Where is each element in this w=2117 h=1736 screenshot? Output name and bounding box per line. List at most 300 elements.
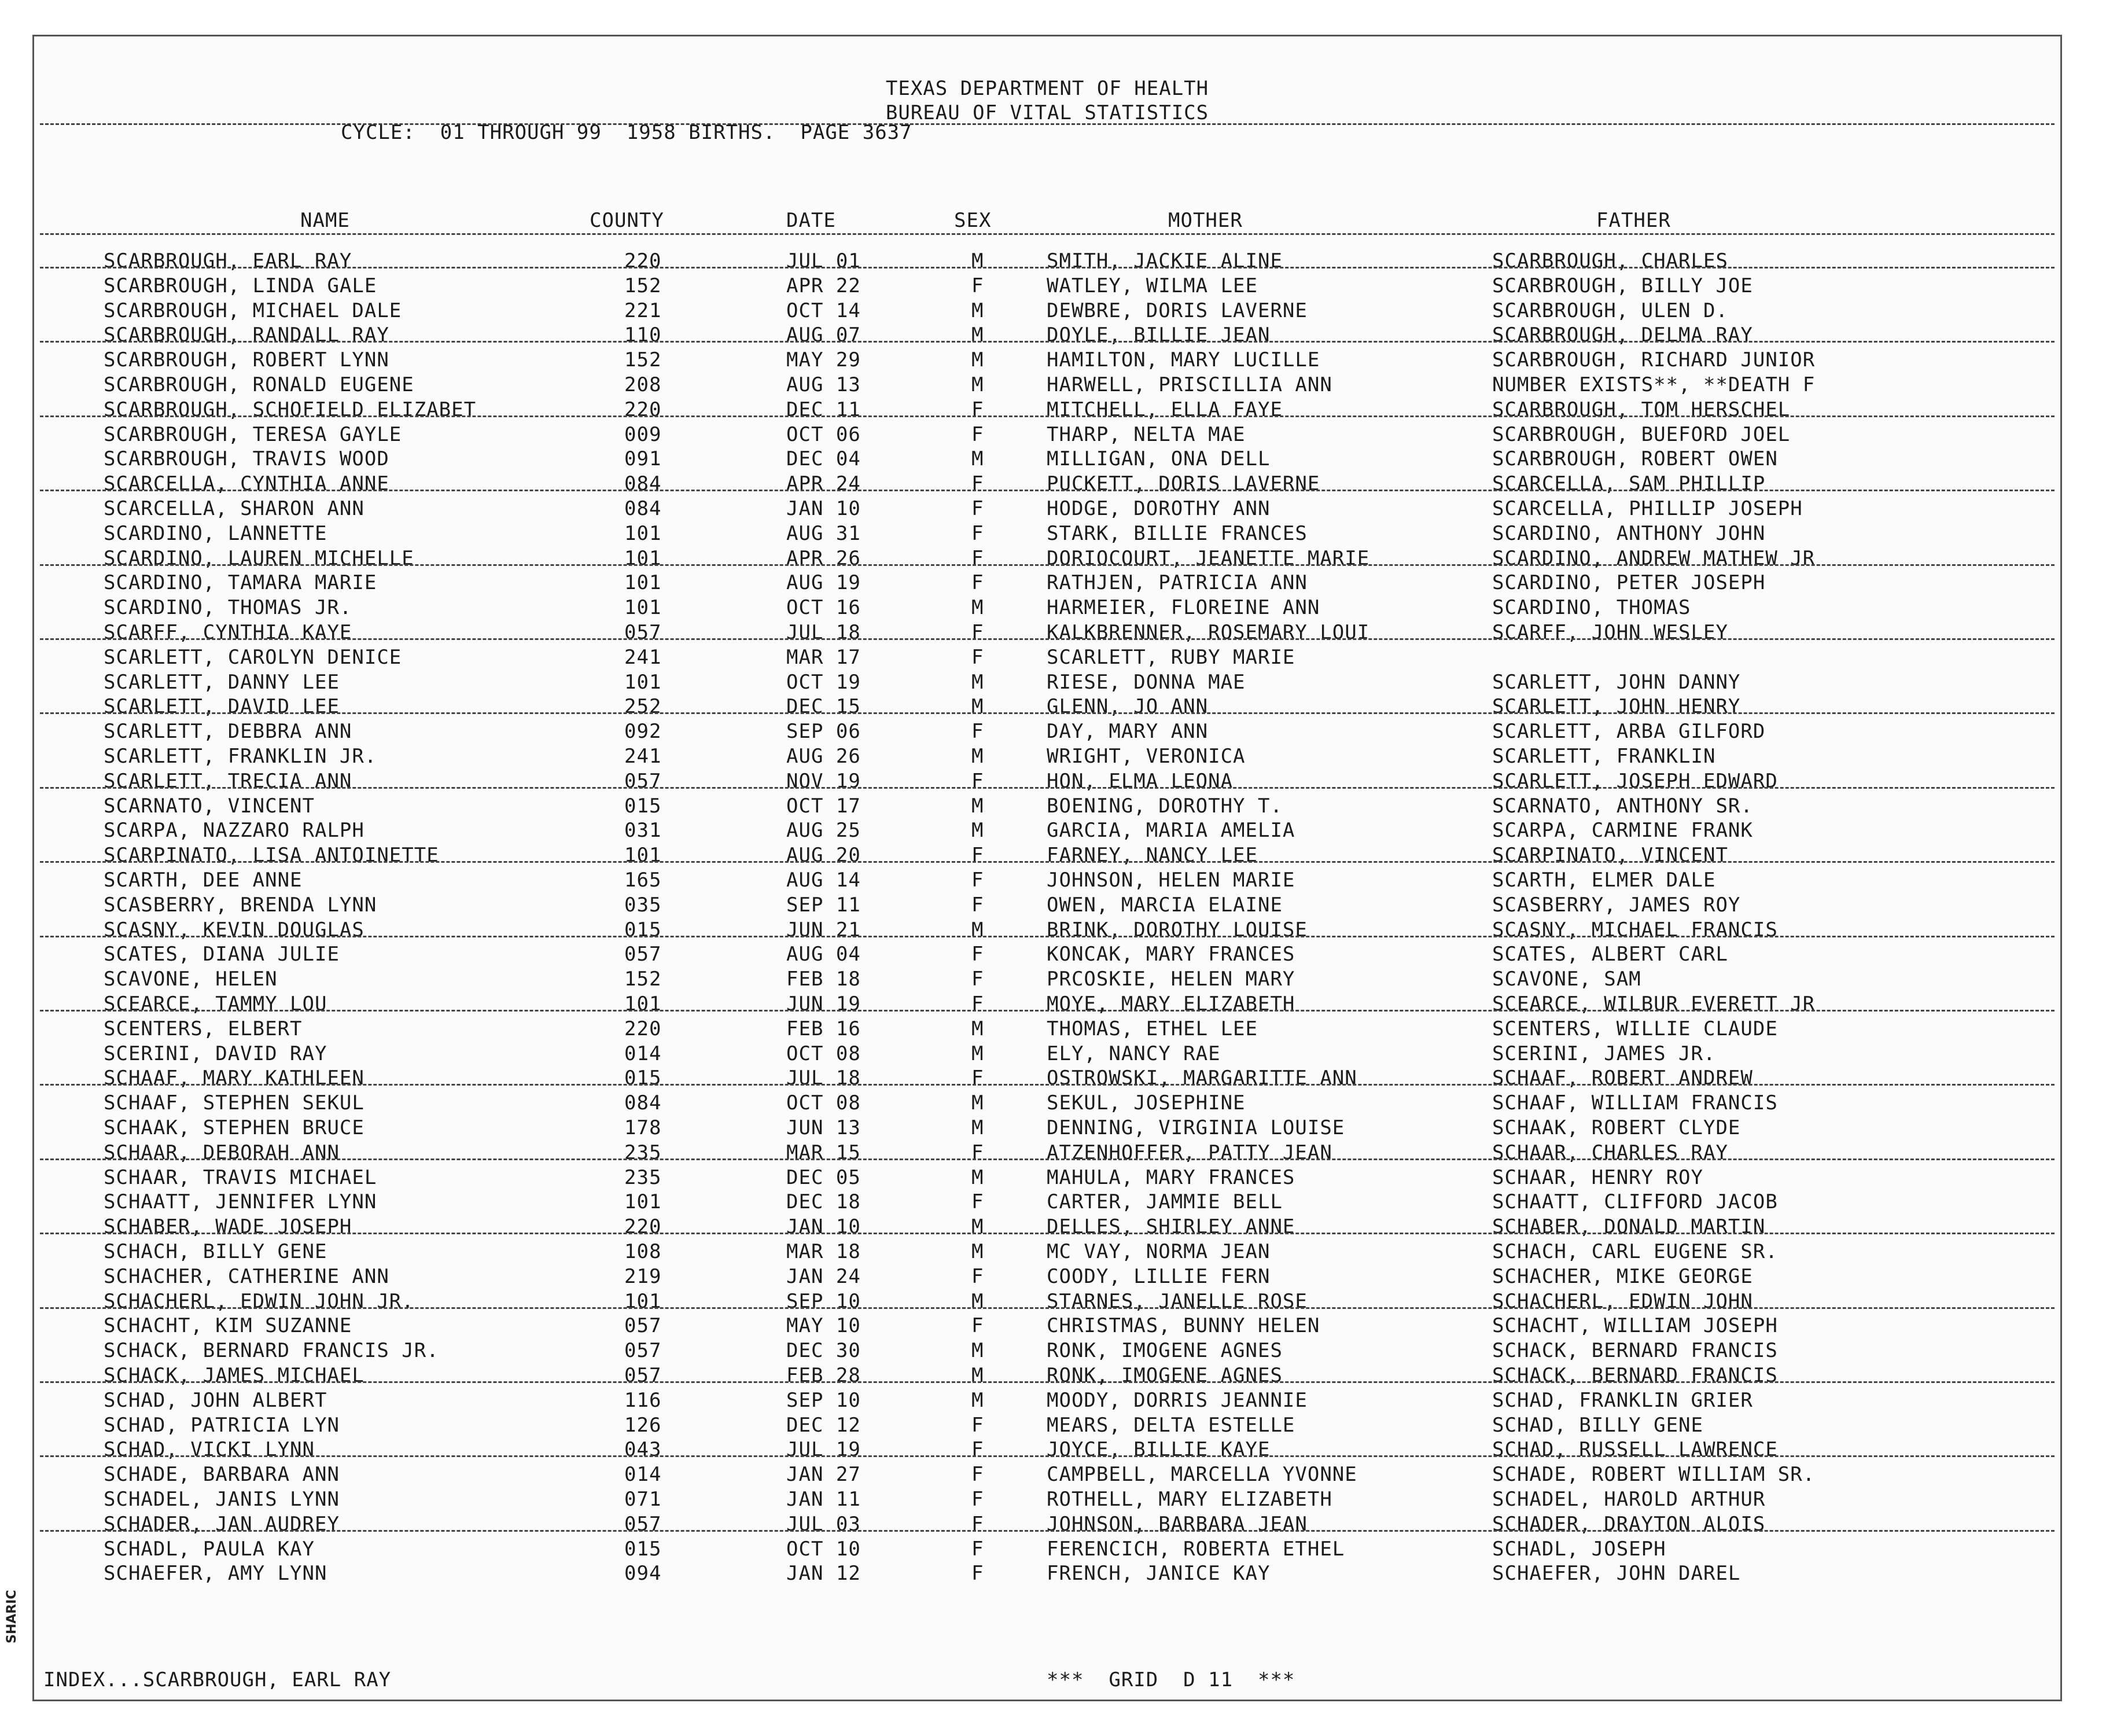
record-name: SCHAATT, JENNIFER LYNN [104, 1190, 377, 1214]
column-header-sex: SEX [954, 209, 992, 232]
record-date: OCT 06 [786, 422, 861, 446]
record-county: 015 [624, 1066, 662, 1090]
record-sex: F [971, 943, 984, 966]
record-sex: M [971, 1215, 984, 1239]
record-sex: F [971, 1463, 984, 1487]
record-name: SCARBROUGH, EARL RAY [104, 249, 352, 273]
record-sex: F [971, 546, 984, 570]
record-father: SCHACH, CARL EUGENE SR. [1492, 1240, 1778, 1263]
row-separator [40, 712, 2055, 714]
record-father: SCARDINO, ANTHONY JOHN [1492, 521, 1766, 545]
record-sex: F [971, 274, 984, 297]
record-mother: GLENN, JO ANN [1047, 695, 1209, 719]
record-name: SCHAAK, STEPHEN BRUCE [104, 1116, 365, 1139]
record-date: JUL 01 [786, 249, 861, 273]
record-father: SCARLETT, JOSEPH EDWARD [1492, 769, 1778, 793]
record-father: SCHACHER, MIKE GEORGE [1492, 1264, 1753, 1288]
record-row [34, 522, 2060, 546]
record-row [34, 1240, 2060, 1264]
record-county: 084 [624, 472, 662, 496]
record-name: SCARBROUGH, ROBERT LYNN [104, 348, 389, 372]
record-date: OCT 16 [786, 596, 861, 620]
record-name: SCENTERS, ELBERT [104, 1017, 303, 1040]
record-county: 110 [624, 323, 662, 347]
record-row [34, 918, 2060, 943]
record-county: 220 [624, 1215, 662, 1239]
record-county: 152 [624, 348, 662, 372]
record-county: 014 [624, 1042, 662, 1065]
record-county: 220 [624, 398, 662, 421]
record-date: AUG 31 [786, 521, 861, 545]
record-name: SCHAD, PATRICIA LYN [104, 1413, 340, 1437]
record-name: SCHAEFER, AMY LYNN [104, 1562, 327, 1586]
record-name: SCARBROUGH, RANDALL RAY [104, 323, 389, 347]
record-row [34, 249, 2060, 274]
record-mother: OWEN, MARCIA ELAINE [1047, 893, 1283, 917]
record-sex: F [971, 422, 984, 446]
row-separator [40, 1530, 2055, 1532]
record-date: APR 24 [786, 472, 861, 496]
record-date: NOV 19 [786, 769, 861, 793]
record-sex: M [971, 1091, 984, 1115]
record-father: SCHADEL, HAROLD ARTHUR [1492, 1488, 1766, 1511]
record-sex: M [971, 1042, 984, 1065]
record-row [34, 1314, 2060, 1338]
record-row [34, 992, 2060, 1017]
record-father: SCHAAR, HENRY ROY [1492, 1165, 1703, 1189]
record-sex: M [971, 745, 984, 768]
record-sex: F [971, 497, 984, 520]
record-mother: ROTHELL, MARY ELIZABETH [1047, 1488, 1332, 1511]
record-father: SCAVONE, SAM [1492, 968, 1641, 991]
record-name: SCERINI, DAVID RAY [104, 1042, 327, 1065]
record-row [34, 1091, 2060, 1116]
record-name: SCARLETT, TRECIA ANN [104, 769, 352, 793]
record-father: SCARBROUGH, CHARLES [1492, 249, 1728, 273]
record-row [34, 423, 2060, 447]
header-bureau: BUREAU OF VITAL STATISTICS [885, 101, 1209, 124]
document-sheet [32, 35, 2062, 1701]
record-mother: DOYLE, BILLIE JEAN [1047, 323, 1271, 347]
record-mother: DORIOCOURT, JEANETTE MARIE [1047, 546, 1370, 570]
row-separator [40, 787, 2055, 789]
record-father: SCARLETT, JOHN DANNY [1492, 670, 1741, 694]
record-sex: F [971, 1066, 984, 1090]
record-county: 208 [624, 373, 662, 396]
record-name: SCHACK, BERNARD FRANCIS JR. [104, 1339, 439, 1363]
record-date: MAR 17 [786, 645, 861, 669]
record-mother: BRINK, DOROTHY LOUISE [1047, 918, 1308, 941]
record-county: 101 [624, 670, 662, 694]
record-name: SCARBROUGH, TERESA GAYLE [104, 422, 402, 446]
record-name: SCARPA, NAZZARO RALPH [104, 819, 365, 843]
record-name: SCHACH, BILLY GENE [104, 1240, 327, 1263]
record-sex: M [971, 1116, 984, 1139]
record-name: SCHADER, JAN AUDREY [104, 1512, 340, 1536]
record-mother: THOMAS, ETHEL LEE [1047, 1017, 1258, 1040]
record-county: 094 [624, 1562, 662, 1586]
record-father: SCHAAR, CHARLES RAY [1492, 1141, 1728, 1164]
record-row [34, 571, 2060, 595]
record-sex: F [971, 769, 984, 793]
record-name: SCARDINO, TAMARA MARIE [104, 571, 377, 595]
record-county: 101 [624, 546, 662, 570]
row-separator [40, 267, 2055, 269]
record-county: 057 [624, 1314, 662, 1338]
record-mother: ELY, NANCY RAE [1047, 1042, 1221, 1065]
record-row [34, 1513, 2060, 1537]
record-sex: F [971, 472, 984, 496]
record-mother: MEARS, DELTA ESTELLE [1047, 1413, 1295, 1437]
record-date: MAR 18 [786, 1240, 861, 1263]
record-father: SCARPA, CARMINE FRANK [1492, 819, 1753, 843]
record-date: JUL 18 [786, 621, 861, 644]
record-father: SCARBROUGH, ULEN D. [1492, 299, 1728, 322]
record-date: DEC 12 [786, 1413, 861, 1437]
record-mother: MC VAY, NORMA JEAN [1047, 1240, 1271, 1263]
record-name: SCARDINO, LAUREN MICHELLE [104, 546, 414, 570]
record-father: SCHACK, BERNARD FRANCIS [1492, 1339, 1778, 1363]
record-father: SCEARCE, WILBUR EVERETT JR [1492, 992, 1816, 1016]
record-row [34, 720, 2060, 744]
record-row [34, 1042, 2060, 1066]
footer-index: INDEX...SCARBROUGH, EARL RAY [43, 1668, 392, 1691]
record-father: SCATES, ALBERT CARL [1492, 943, 1728, 966]
record-row [34, 472, 2060, 496]
record-row [34, 621, 2060, 645]
record-father: SCHADE, ROBERT WILLIAM SR. [1492, 1463, 1816, 1487]
record-row [34, 299, 2060, 323]
record-sex: F [971, 621, 984, 644]
record-sex: F [971, 571, 984, 595]
record-father: SCASNY, MICHAEL FRANCIS [1492, 918, 1778, 941]
record-row [34, 695, 2060, 719]
record-county: 252 [624, 695, 662, 719]
record-name: SCHACHT, KIM SUZANNE [104, 1314, 352, 1338]
record-sex: F [971, 720, 984, 744]
record-mother: CAMPBELL, MARCELLA YVONNE [1047, 1463, 1357, 1487]
record-row [34, 1290, 2060, 1314]
record-county: 084 [624, 497, 662, 520]
row-separator [40, 1010, 2055, 1012]
record-row [34, 869, 2060, 893]
record-county: 235 [624, 1141, 662, 1164]
record-mother: PUCKETT, DORIS LAVERNE [1047, 472, 1320, 496]
row-separator [40, 415, 2055, 417]
record-date: JUN 13 [786, 1116, 861, 1139]
record-sex: F [971, 992, 984, 1016]
record-mother: JOHNSON, HELEN MARIE [1047, 869, 1295, 892]
record-sex: M [971, 1165, 984, 1189]
record-date: OCT 19 [786, 670, 861, 694]
record-county: 221 [624, 299, 662, 322]
record-father: SCHAAF, ROBERT ANDREW [1492, 1066, 1753, 1090]
row-separator [40, 1307, 2055, 1309]
record-county: 235 [624, 1165, 662, 1189]
record-county: 101 [624, 1190, 662, 1214]
record-sex: M [971, 249, 984, 273]
record-sex: M [971, 1289, 984, 1313]
record-father: SCARDINO, ANDREW MATHEW JR [1492, 546, 1816, 570]
record-county: 101 [624, 596, 662, 620]
record-date: JUN 19 [786, 992, 861, 1016]
row-separator [40, 490, 2055, 491]
record-date: OCT 08 [786, 1091, 861, 1115]
record-county: 009 [624, 422, 662, 446]
record-mother: STARK, BILLIE FRANCES [1047, 521, 1308, 545]
record-father: SCARBROUGH, BUEFORD JOEL [1492, 422, 1791, 446]
record-sex: M [971, 1339, 984, 1363]
record-sex: M [971, 323, 984, 347]
record-sex: F [971, 1438, 984, 1462]
row-separator [40, 1381, 2055, 1383]
record-mother: CARTER, JAMMIE BELL [1047, 1190, 1283, 1214]
record-father: SCARBROUGH, TOM HERSCHEL [1492, 398, 1791, 421]
record-mother: BOENING, DOROTHY T. [1047, 794, 1283, 818]
record-county: 057 [624, 1512, 662, 1536]
record-row [34, 844, 2060, 868]
record-name: SCARLETT, DANNY LEE [104, 670, 340, 694]
record-name: SCEARCE, TAMMY LOU [104, 992, 327, 1016]
record-father: SCARFF, JOHN WESLEY [1492, 621, 1728, 644]
row-separator [40, 1233, 2055, 1234]
record-mother: GARCIA, MARIA AMELIA [1047, 819, 1295, 843]
record-father: SCARBROUGH, ROBERT OWEN [1492, 447, 1778, 471]
record-father: SCHADL, JOSEPH [1492, 1537, 1666, 1561]
record-father: SCENTERS, WILLIE CLAUDE [1492, 1017, 1778, 1040]
record-row [34, 1017, 2060, 1042]
record-father: SCARBROUGH, BILLY JOE [1492, 274, 1753, 297]
record-mother: SMITH, JACKIE ALINE [1047, 249, 1283, 273]
record-mother: JOHNSON, BARBARA JEAN [1047, 1512, 1308, 1536]
record-county: 101 [624, 1289, 662, 1313]
record-sex: F [971, 1190, 984, 1214]
record-mother: KALKBRENNER, ROSEMARY LOUI [1047, 621, 1370, 644]
record-father: SCHAAF, WILLIAM FRANCIS [1492, 1091, 1778, 1115]
column-header-date: DATE [786, 209, 836, 232]
record-name: SCARCELLA, SHARON ANN [104, 497, 365, 520]
record-row [34, 398, 2060, 422]
record-sex: F [971, 1512, 984, 1536]
record-date: AUG 14 [786, 869, 861, 892]
record-sex: M [971, 373, 984, 396]
record-date: AUG 07 [786, 323, 861, 347]
record-father: SCHACHT, WILLIAM JOSEPH [1492, 1314, 1778, 1338]
record-row [34, 770, 2060, 794]
record-county: 220 [624, 249, 662, 273]
record-mother: RATHJEN, PATRICIA ANN [1047, 571, 1308, 595]
record-name: SCHAAR, TRAVIS MICHAEL [104, 1165, 377, 1189]
record-date: DEC 11 [786, 398, 861, 421]
record-name: SCHACK, JAMES MICHAEL [104, 1364, 365, 1387]
record-row [34, 596, 2060, 620]
record-row [34, 646, 2060, 670]
record-date: JAN 24 [786, 1264, 861, 1288]
record-row [34, 348, 2060, 373]
record-mother: WATLEY, WILMA LEE [1047, 274, 1258, 297]
record-row [34, 373, 2060, 398]
record-sex: F [971, 645, 984, 669]
record-row [34, 1190, 2060, 1215]
record-date: AUG 19 [786, 571, 861, 595]
row-separator [40, 1158, 2055, 1160]
record-father: SCHAATT, CLIFFORD JACOB [1492, 1190, 1778, 1214]
record-mother: COODY, LILLIE FERN [1047, 1264, 1271, 1288]
record-date: OCT 17 [786, 794, 861, 818]
record-name: SCHAD, VICKI LYNN [104, 1438, 315, 1462]
record-sex: F [971, 1488, 984, 1511]
record-name: SCARLETT, DEBBRA ANN [104, 720, 352, 744]
record-mother: MOYE, MARY ELIZABETH [1047, 992, 1295, 1016]
record-father: SCARCELLA, SAM PHILLIP [1492, 472, 1766, 496]
record-name: SCARBROUGH, SCHOFIELD ELIZABET [104, 398, 477, 421]
record-county: 071 [624, 1488, 662, 1511]
row-separator [40, 564, 2055, 566]
record-sex: M [971, 1017, 984, 1040]
record-row [34, 1116, 2060, 1141]
record-name: SCARFF, CYNTHIA KAYE [104, 621, 352, 644]
record-name: SCASBERRY, BRENDA LYNN [104, 893, 377, 917]
record-date: MAR 15 [786, 1141, 861, 1164]
record-date: SEP 06 [786, 720, 861, 744]
record-name: SCARBROUGH, TRAVIS WOOD [104, 447, 389, 471]
record-county: 241 [624, 645, 662, 669]
record-name: SCARLETT, FRANKLIN JR. [104, 745, 377, 768]
record-date: AUG 26 [786, 745, 861, 768]
record-county: 035 [624, 893, 662, 917]
record-mother: HARMEIER, FLOREINE ANN [1047, 596, 1320, 620]
record-name: SCARLETT, CAROLYN DENICE [104, 645, 402, 669]
record-name: SCARNATO, VINCENT [104, 794, 315, 818]
record-date: FEB 16 [786, 1017, 861, 1040]
record-date: OCT 08 [786, 1042, 861, 1065]
record-sex: M [971, 794, 984, 818]
record-name: SCARPINATO, LISA ANTOINETTE [104, 844, 439, 867]
record-row [34, 1538, 2060, 1562]
record-father: SCARCELLA, PHILLIP JOSEPH [1492, 497, 1803, 520]
record-father: SCHAD, RUSSELL LAWRENCE [1492, 1438, 1778, 1462]
record-date: MAY 10 [786, 1314, 861, 1338]
record-sex: F [971, 1314, 984, 1338]
footer-grid: *** GRID D 11 *** [1047, 1668, 1295, 1691]
column-header-divider [40, 233, 2055, 235]
record-sex: F [971, 844, 984, 867]
record-sex: M [971, 1240, 984, 1263]
record-county: 220 [624, 1017, 662, 1040]
record-mother: DELLES, SHIRLEY ANNE [1047, 1215, 1295, 1239]
record-date: JAN 11 [786, 1488, 861, 1511]
record-father: SCHAD, FRANKLIN GRIER [1492, 1388, 1753, 1412]
record-row [34, 1364, 2060, 1388]
record-date: JAN 12 [786, 1562, 861, 1586]
record-date: AUG 13 [786, 373, 861, 396]
column-header-county: COUNTY [590, 209, 664, 232]
record-name: SCHAD, JOHN ALBERT [104, 1388, 327, 1412]
record-name: SCHAAR, DEBORAH ANN [104, 1141, 340, 1164]
record-name: SCHABER, WADE JOSEPH [104, 1215, 352, 1239]
record-row [34, 968, 2060, 992]
column-header-father: FATHER [1596, 209, 1671, 232]
record-date: SEP 10 [786, 1289, 861, 1313]
record-sex: M [971, 819, 984, 843]
record-row [34, 1265, 2060, 1289]
record-mother: HODGE, DOROTHY ANN [1047, 497, 1271, 520]
record-county: 015 [624, 794, 662, 818]
record-county: 015 [624, 918, 662, 941]
record-row [34, 1215, 2060, 1240]
record-date: DEC 04 [786, 447, 861, 471]
record-county: 165 [624, 869, 662, 892]
record-county: 057 [624, 1339, 662, 1363]
record-mother: FARNEY, NANCY LEE [1047, 844, 1258, 867]
record-date: JUL 19 [786, 1438, 861, 1462]
record-father: SCARLETT, FRANKLIN [1492, 745, 1716, 768]
record-name: SCHADL, PAULA KAY [104, 1537, 315, 1561]
record-sex: F [971, 893, 984, 917]
record-name: SCARDINO, THOMAS JR. [104, 596, 352, 620]
record-row [34, 943, 2060, 967]
record-county: 092 [624, 720, 662, 744]
record-mother: DAY, MARY ANN [1047, 720, 1209, 744]
record-date: DEC 30 [786, 1339, 861, 1363]
record-row [34, 1066, 2060, 1091]
header-cycle: CYCLE: 01 THROUGH 99 1958 BIRTHS. PAGE 3637 [341, 121, 912, 144]
record-father: SCHABER, DONALD MARTIN [1492, 1215, 1766, 1239]
record-mother: MITCHELL, ELLA FAYE [1047, 398, 1283, 421]
record-name: SCASNY, KEVIN DOUGLAS [104, 918, 365, 941]
record-mother: OSTROWSKI, MARGARITTE ANN [1047, 1066, 1357, 1090]
record-sex: F [971, 869, 984, 892]
record-name: SCARDINO, LANNETTE [104, 521, 327, 545]
record-date: DEC 15 [786, 695, 861, 719]
record-county: 101 [624, 571, 662, 595]
record-sex: M [971, 348, 984, 372]
record-name: SCARBROUGH, LINDA GALE [104, 274, 377, 297]
record-name: SCARTH, DEE ANNE [104, 869, 303, 892]
record-row [34, 745, 2060, 769]
record-county: 152 [624, 968, 662, 991]
record-row [34, 323, 2060, 348]
record-sex: F [971, 1141, 984, 1164]
record-sex: M [971, 670, 984, 694]
record-mother: MOODY, DORRIS JEANNIE [1047, 1388, 1308, 1412]
record-name: SCHACHERL, EDWIN JOHN JR. [104, 1289, 414, 1313]
record-date: DEC 05 [786, 1165, 861, 1189]
record-mother: SEKUL, JOSEPHINE [1047, 1091, 1246, 1115]
record-mother: STARNES, JANELLE ROSE [1047, 1289, 1308, 1313]
record-date: SEP 10 [786, 1388, 861, 1412]
record-father: SCHADER, DRAYTON ALOIS [1492, 1512, 1766, 1536]
record-name: SCAVONE, HELEN [104, 968, 278, 991]
record-county: 108 [624, 1240, 662, 1263]
record-county: 014 [624, 1463, 662, 1487]
record-father: SCHACK, BERNARD FRANCIS [1492, 1364, 1778, 1387]
row-separator [40, 638, 2055, 640]
record-sex: M [971, 918, 984, 941]
record-date: APR 22 [786, 274, 861, 297]
record-father: SCHAEFER, JOHN DAREL [1492, 1562, 1741, 1586]
record-date: AUG 04 [786, 943, 861, 966]
record-sex: F [971, 398, 984, 421]
record-name: SCHAAF, STEPHEN SEKUL [104, 1091, 365, 1115]
record-date: JUL 18 [786, 1066, 861, 1090]
record-sex: F [971, 1264, 984, 1288]
record-county: 152 [624, 274, 662, 297]
record-name: SCARBROUGH, RONALD EUGENE [104, 373, 414, 396]
record-date: AUG 25 [786, 819, 861, 843]
record-father: SCHAAK, ROBERT CLYDE [1492, 1116, 1741, 1139]
record-name: SCATES, DIANA JULIE [104, 943, 340, 966]
